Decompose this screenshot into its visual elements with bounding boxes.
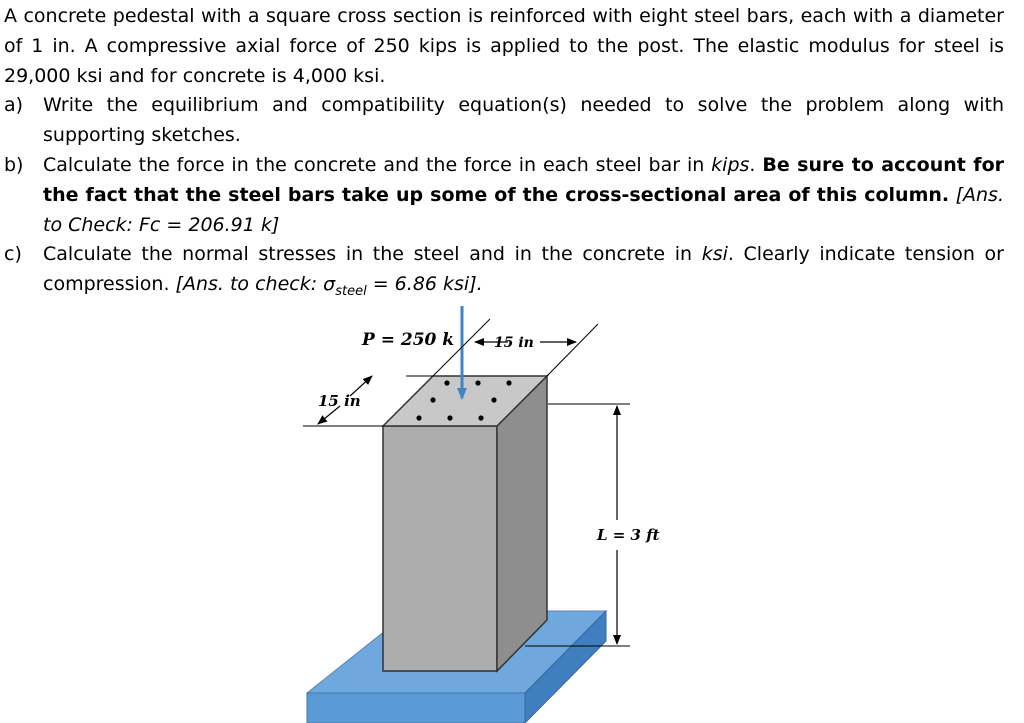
part-c-units: ksi xyxy=(701,243,728,266)
part-b-answer: [Ans. to Check: Fc = 206.91 k] xyxy=(43,183,1004,236)
steel-bar-dot xyxy=(447,415,452,420)
pedestal-figure xyxy=(0,300,1024,723)
length-label: L = 3 ft xyxy=(597,526,660,544)
part-c-text-start: Calculate the normal stresses in the steel and in the concrete in xyxy=(43,243,702,266)
part-b-label: b) xyxy=(4,153,24,176)
steel-bar-dot xyxy=(478,415,483,420)
steel-bar-dot xyxy=(416,415,421,420)
pedestal-side-face xyxy=(497,376,547,671)
problem-intro: A concrete pedestal with a square cross section is reinforced with eight steel bars, each with a diameter of 1 in. A compressive axial force of 250 kips is applied to the post. The elastic modulus for steel is 29,000 ksi and for concrete is 4,000 ksi. xyxy=(4,5,1004,87)
steel-bar-dot xyxy=(444,380,449,385)
steel-bar-dot xyxy=(506,380,511,385)
part-c xyxy=(4,240,1004,306)
base-plate-front xyxy=(307,693,525,723)
part-c-answer-subscript: steel xyxy=(335,283,367,299)
part-c-text-mid: . Clearly indicate tension or compression. xyxy=(43,243,1004,296)
steel-bar-dot xyxy=(475,380,480,385)
side-width-label: 15 in xyxy=(318,392,361,410)
part-b-units: kips xyxy=(711,153,750,176)
part-b-text-mid: . xyxy=(749,153,763,176)
part-c-answer-start: [Ans. to check: σ xyxy=(175,273,336,296)
problem-statement xyxy=(4,2,1004,307)
part-b-text-start: Calculate the force in the concrete and the force in each steel bar in xyxy=(43,153,712,176)
pedestal-front-face xyxy=(383,426,497,671)
part-c-answer-end: = 6.86 ksi]. xyxy=(366,273,483,296)
part-a-label: a) xyxy=(4,94,24,117)
part-a-text: Write the equilibrium and compatibility equation(s) needed to solve the problem along with supporting sketches. xyxy=(43,94,1004,147)
part-b xyxy=(4,151,1004,240)
top-width-label: 15 in xyxy=(494,335,534,351)
steel-bar-dot xyxy=(430,397,435,402)
steel-bar-dot xyxy=(491,397,496,402)
part-c-text xyxy=(43,240,1004,306)
part-c-label: c) xyxy=(4,243,22,266)
part-c-answer xyxy=(175,273,483,299)
part-b-text xyxy=(43,151,1004,240)
load-label: P = 250 k xyxy=(362,330,455,350)
part-b-emphasis: Be sure to account for the fact that the steel bars take up some of the cross-sectional area of this column. xyxy=(43,153,1004,206)
part-a xyxy=(4,91,1004,151)
top-dim-extension-right xyxy=(547,324,598,376)
